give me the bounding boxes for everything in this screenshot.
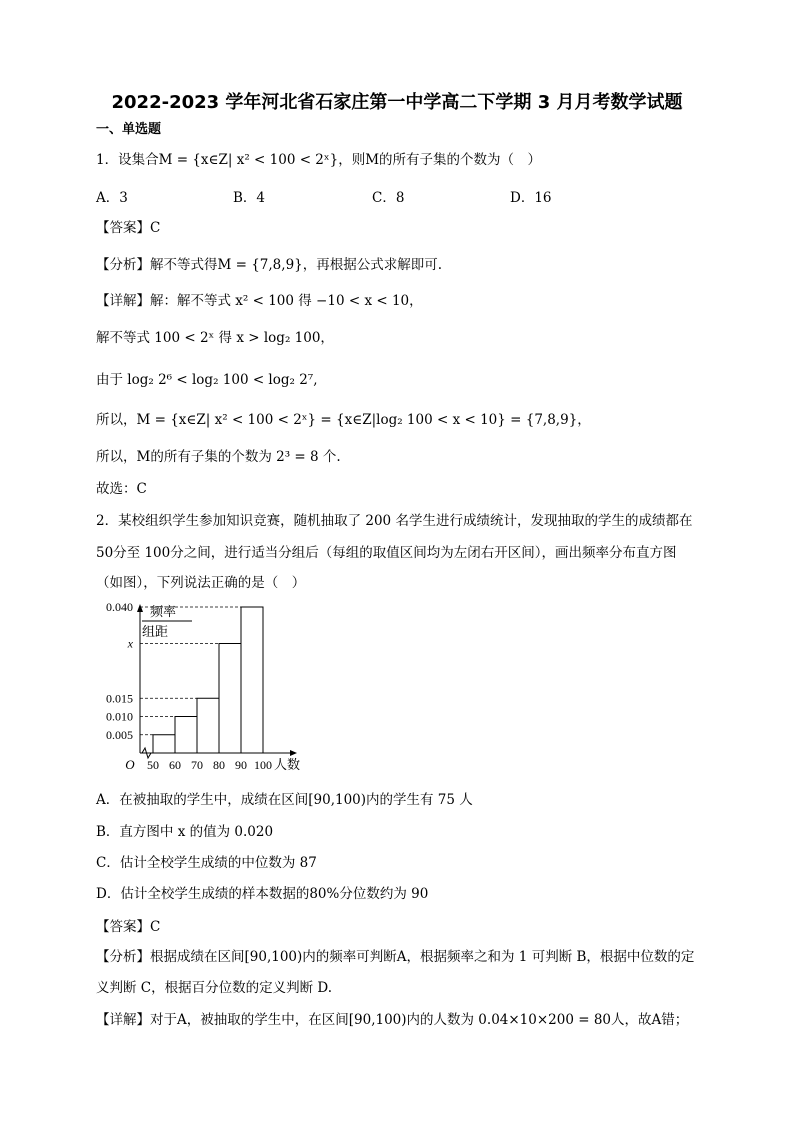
x-tick-label: 100	[254, 758, 272, 772]
detail-text: 对于A，被抽取的学生中，在区间[90,100)内的人数为 0.04×10×200 = 80人，故A错；	[150, 1012, 689, 1028]
q1-detail-1	[96, 291, 423, 311]
q2-stem-1: 2．某校组织学生参加知识竞赛，随机抽取了 200 名学生进行成绩统计，发现抽取的学生的成绩都在	[96, 513, 693, 529]
q1-detail-3: 由于 log₂ 2⁶ < log₂ 100 < log₂ 2⁷,	[96, 372, 318, 388]
q2-detail	[96, 1010, 688, 1030]
y-axis-arrow	[137, 604, 143, 612]
x-tick-label: 80	[213, 758, 225, 772]
histogram-bar	[219, 644, 241, 754]
y-tick-label: 0.010	[106, 709, 133, 724]
q1-option-d: D．16	[510, 190, 552, 206]
x-tick-label: 90	[235, 758, 247, 772]
analysis-text: 解不等式得M = {7,8,9}，再根据公式求解即可.	[150, 257, 443, 273]
y-axis-label-bottom: 组距	[142, 624, 169, 639]
q1-option-a: A．3	[96, 190, 128, 206]
y-axis-label-top: 频率	[150, 604, 177, 619]
x-axis-arrow	[290, 750, 297, 756]
q2-option-c: C．估计全校学生成绩的中位数为 87	[96, 855, 317, 871]
q1-stem: 1．设集合M = {x∈Z| x² < 100 < 2ˣ}，则M的所有子集的个数为（ ）	[96, 152, 542, 168]
q1-option-c: C．8	[372, 190, 405, 206]
histogram-chart	[100, 598, 340, 778]
q2-option-a: A．在被抽取的学生中，成绩在区间[90,100)内的学生有 75 人	[96, 792, 473, 808]
y-tick-label: 0.040	[106, 600, 133, 614]
q1-analysis	[96, 255, 442, 275]
q2-analysis-2: 义判断 C，根据百分位数的定义判断 D.	[96, 980, 333, 996]
origin-label: O	[125, 757, 135, 772]
q2-analysis-1	[96, 947, 694, 967]
answer-value: C	[150, 919, 161, 935]
x-tick-label: 70	[191, 758, 203, 772]
analysis-tag: 【分析】	[96, 257, 150, 273]
q2-answer	[96, 917, 160, 937]
histogram-bar	[197, 698, 219, 753]
answer-tag: 【答案】	[96, 220, 150, 236]
detail-text: 解：解不等式 x² < 100 得 −10 < x < 10，	[150, 293, 423, 309]
q2-stem-2: 50分至 100分之间，进行适当分组后（每组的取值区间均为左闭右开区间），画出频率分布直方图	[96, 545, 677, 561]
x-tick-label: 60	[169, 758, 181, 772]
q1-detail-5: 所以，M的所有子集的个数为 2³ = 8 个.	[96, 449, 341, 465]
histogram-bar	[153, 735, 175, 753]
answer-tag: 【答案】	[96, 919, 150, 935]
q1-option-b: B．4	[233, 190, 266, 206]
analysis-text: 根据成绩在区间[90,100)内的频率可判断A，根据频率之和为 1 可判断 B，根据中位数的定	[150, 949, 695, 965]
document-title: 2022-2023 学年河北省石家庄第一中学高二下学期 3 月月考数学试题	[111, 92, 683, 113]
detail-tag: 【详解】	[96, 1012, 150, 1028]
analysis-tag: 【分析】	[96, 949, 150, 965]
section-heading: 一、单选题	[96, 122, 162, 137]
q1-detail-4: 所以，M = {x∈Z| x² < 100 < 2ˣ} = {x∈Z|log₂ 100 < x < 10} = {7,8,9}，	[96, 412, 591, 428]
y-tick-label: 0.015	[106, 691, 133, 706]
y-tick-label: 0.005	[106, 727, 133, 742]
answer-value: C	[150, 220, 161, 236]
q1-answer	[96, 218, 160, 238]
q2-option-d: D．估计全校学生成绩的样本数据的80%分位数约为 90	[96, 886, 429, 902]
histogram-bar	[241, 607, 263, 753]
y-tick-label: x	[127, 636, 133, 651]
q1-detail-6: 故选：C	[96, 481, 147, 497]
q2-stem-3: （如图），下列说法正确的是（ ）	[96, 575, 306, 591]
detail-tag: 【详解】	[96, 293, 150, 309]
q1-detail-2: 解不等式 100 < 2ˣ 得 x > log₂ 100，	[96, 330, 334, 346]
histogram-bar	[175, 717, 197, 754]
q2-option-b: B．直方图中 x 的值为 0.020	[96, 824, 274, 840]
x-tick-label: 50	[147, 758, 159, 772]
x-axis-label: 人数	[274, 757, 301, 772]
